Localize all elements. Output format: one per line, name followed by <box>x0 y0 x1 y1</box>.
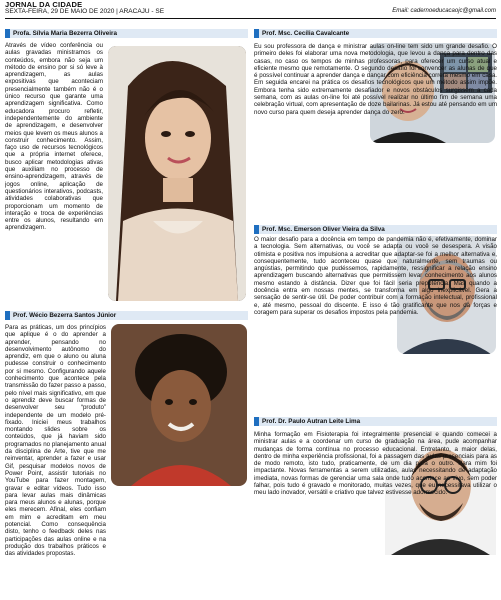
author-byline: Profa. Sílvia Maria Bezerra Oliveira <box>13 30 117 37</box>
newspaper-name: JORNAL DA CIDADE <box>5 0 83 9</box>
byline-band <box>254 417 497 426</box>
article-body <box>254 43 497 218</box>
masthead-divider <box>5 18 496 19</box>
article-text: Minha formação em Fisioterapia foi integralmente presencial e quando comecei a ministrar aulas e a coordenar um curso de graduação na área, pude acompanhar mudanças de forma contínua no processo educacional. Entretanto, a maior delas, dentro de minha experiência profissional, foi a passagem das aulas presenciais para as de modo remoto, isto tudo, praticamente, de um dia para o outro. Para mim foi impactante. Novas ferramentas a serem utilizadas, aulas necessitando de adaptação imediata, novas formas de gerenciar uma sala onde tudo acontece ao vivo, sem poder falhar, pois tudo é gravado e monitorado, muitas vezes, que eu necessitava utilizar o meu lado inovador, versátil e criativo que talvez estivesse adormecido. <box>254 431 497 497</box>
author-byline: Prof. Dr. Paulo Autran Leite Lima <box>262 418 361 425</box>
article-silvia <box>5 21 248 303</box>
left-column <box>5 21 248 596</box>
author-photo <box>108 46 246 301</box>
article-emerson <box>254 222 497 415</box>
article-body <box>5 42 103 300</box>
article-wecio <box>5 307 248 596</box>
article-body <box>5 324 106 558</box>
article-cecilia <box>254 21 497 218</box>
right-column <box>254 21 497 596</box>
article-body <box>254 431 497 596</box>
article-body <box>254 236 497 415</box>
masthead <box>5 0 496 17</box>
article-text: Para as práticas, um dos princípios que aplique é o do aprender a aprender, pensando no desenvolvimento autônomo do aprendiz, em que o aluno ou aluna pudesse construir o conhecimento por si mesmo. Configurando aquele conhecimento que acontece pela transmissão do fazer passo a passo, pelo nível mais significativo, em que o aprendiz deve buscar formas de desenvolver seu “produto” independente de um modelo pré-fixado. Iniciei meus trabalhos montando slides sobre os conteúdos, que já haviam sido programados no planejamento anual da disciplina de Arte, tive que me reinventar, aprender a fazer e usar Gif, pesquisar modelos novos de Power Point, assistir tutoriais no YouTube para fazer montagem, gravar e editar vídeos. Tudo isso para levar aulas mais dinâmicas para meus alunos e alunas, porque eles merecem. Afinal, eles confiam em mim e acreditam em meu potencial. Como consequência disto, tenho o feedback deles nas participações das aulas online e na produção dos trabalhos práticos e das atividades propostas. <box>5 324 106 558</box>
contact-email[interactable]: Email: cadernoeducacaojc@gmail.com <box>392 8 496 14</box>
author-byline: Prof. Msc. Cecília Cavalcante <box>262 30 350 37</box>
byline-band <box>5 311 248 320</box>
byline-band <box>5 29 248 38</box>
dateline: SEXTA-FEIRA, 29 DE MAIO DE 2020 | ARACAJU - SE <box>5 8 165 15</box>
author-byline: Prof. Wécio Bezerra Santos Júnior <box>13 312 117 319</box>
article-text: Através de vídeo conferência ou aulas gravadas ministramos os conteúdos, embora não seja um método de ensino por si só leve à aprendizagem, as aulas expositivas que aconteciam presencialmente também não é o único recurso que garante uma aprendizagem significativa. Como educadora procuro refletir, independentemente do ambiente de aprendizagem, e desenvolver meios que levem os meus alunos a construir conhecimento. Assim, faço uso de recursos tecnológicos que a própria internet oferece, busco aplicar metodologias ativas que auxiliam no processo de ensino-aprendizagem, através de jogos online, aplicação de questionários interativos, podcasts, atividades colaborativas que proporcionam um momento de interação e troca de experiências entre os alunos, resultando em aprendizagem. <box>5 42 103 232</box>
author-byline: Prof. Msc. Emerson Oliver Vieira da Silva <box>262 226 385 233</box>
article-text: Eu sou professora de dança e ministrar aulas on-line tem sido um grande desafio. O primeiro deles foi elaborar uma nova metodologia, que levou a dança para dentro das casas, no caso os tempos de minhas professoras, para oferecer um curso atual e eficiente mesmo que remotamente. O segundo desafio foi convencer as alunas de que é possível continuar a aprender dança e dançar com eficiência correta mesmo em casa. Em seguida encarei na prática os desafios tecnológicos que um método assim impõe. Embora tenha sido extremamente desafiador e novos obstáculos surgissem a cada semana, com as aulas on-line foi até possível realizar no último fim de semana uma celebração virtual, com apresentação de doze bailarinas. Já estou até pensando em um novo curso para quem deseja aprender dança do zero. <box>254 43 497 116</box>
article-text: O maior desafio para a docência em tempo de pandemia não é, efetivamente, dominar a tecnologia. Sem alternativas, ou você se adapta ou você se desespera. A visão otimista e positiva nos impulsiona a acreditar que adaptar-se foi a melhor alternativa e, consequentemente, tudo aconteceu quase que naturalmente, sem traumas ou angústias, permitindo que pudéssemos, rapidamente, ressignificar a relação ensino aprendizagem buscando alternativas que permitissem levar conhecimento aos alunos mesmo estando à distância. Dizer que foi fácil seria prepotência. Mas quando a docência entra em nossas mentes, se transforma em algo inexplicável. Gera a sensação de sentir-se útil. De poder contribuir com a formação intelectual, profissional e, até mesmo, pessoal do discente. E isso é tão gratificante que nos dá forças e coragem para superar os desafios impostos pela pandemia. <box>254 236 497 316</box>
byline-band <box>254 225 497 234</box>
article-paulo <box>254 417 497 596</box>
portrait-illustration <box>108 46 246 301</box>
portrait-illustration <box>111 324 247 486</box>
byline-band <box>254 29 497 38</box>
author-photo <box>111 324 247 486</box>
